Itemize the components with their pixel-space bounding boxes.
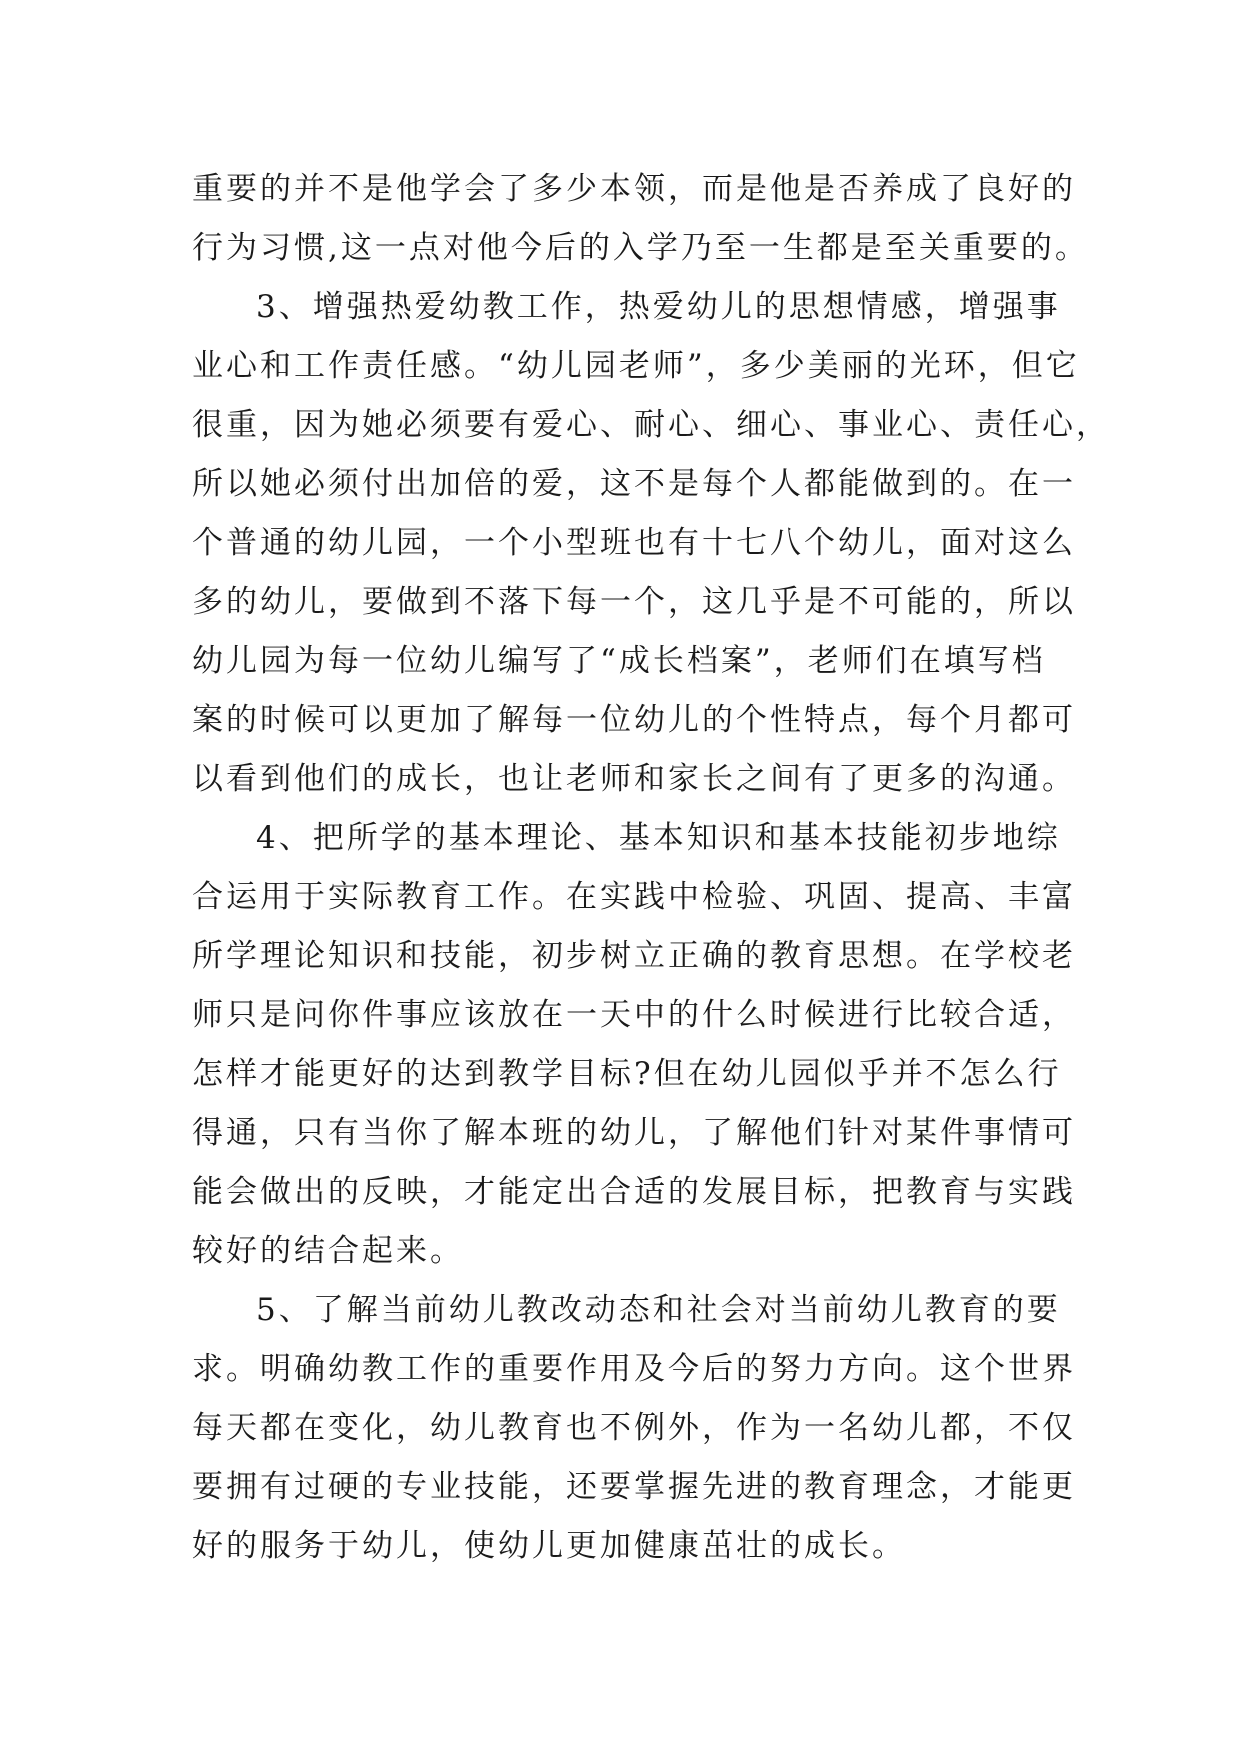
text-line: 幼儿园为每一位幼儿编写了“成长档案”，老师们在填写档 — [192, 643, 1046, 679]
text-line: 较好的结合起来。 — [192, 1233, 464, 1269]
text-line: 案的时候可以更加了解每一位幼儿的个性特点，每个月都可 — [192, 702, 1076, 738]
text-line: 个普通的幼儿园，一个小型班也有十七八个幼儿，面对这么 — [192, 525, 1076, 561]
body-text — [192, 160, 1110, 1576]
text-line: 求。明确幼教工作的重要作用及今后的努力方向。这个世界 — [192, 1351, 1076, 1387]
text-line: 能会做出的反映，才能定出合适的发展目标，把教育与实践 — [192, 1174, 1076, 1210]
text-line: 以看到他们的成长，也让老师和家长之间有了更多的沟通。 — [192, 761, 1076, 797]
text-line: 重要的并不是他学会了多少本领，而是他是否养成了良好的 — [192, 171, 1076, 207]
text-line: 每天都在变化，幼儿教育也不例外，作为一名幼儿都，不仅 — [192, 1410, 1076, 1446]
text-line: 业心和工作责任感。“幼儿园老师”，多少美丽的光环，但它 — [192, 348, 1080, 384]
text-line: 师只是问你件事应该放在一天中的什么时候进行比较合适， — [192, 997, 1076, 1033]
text-line: 好的服务于幼儿，使幼儿更加健康茁壮的成长。 — [192, 1528, 906, 1564]
text-line: 合运用于实际教育工作。在实践中检验、巩固、提高、丰富 — [192, 879, 1076, 915]
text-line: 要拥有过硬的专业技能，还要掌握先进的教育理念，才能更 — [192, 1469, 1076, 1505]
text-line: 所以她必须付出加倍的爱，这不是每个人都能做到的。在一 — [192, 466, 1076, 502]
text-line: 很重，因为她必须要有爱心、耐心、细心、事业心、责任心， — [192, 407, 1110, 443]
text-line: 多的幼儿，要做到不落下每一个，这几乎是不可能的，所以 — [192, 584, 1076, 620]
text-line: 所学理论知识和技能，初步树立正确的教育思想。在学校老 — [192, 938, 1076, 974]
paragraph-4-first-line: 4、把所学的基本理论、基本知识和基本技能初步地综 — [256, 820, 1061, 856]
text-line: 怎样才能更好的达到教学目标?但在幼儿园似乎并不怎么行 — [192, 1056, 1062, 1092]
paragraph-5-first-line: 5、了解当前幼儿教改动态和社会对当前幼儿教育的要 — [256, 1292, 1061, 1328]
text-line: 得通，只有当你了解本班的幼儿，了解他们针对某件事情可 — [192, 1115, 1076, 1151]
paragraph-3-first-line: 3、增强热爱幼教工作，热爱幼儿的思想情感，增强事 — [256, 289, 1061, 325]
text-line: 行为习惯,这一点对他今后的入学乃至一生都是至关重要的。 — [192, 230, 1089, 266]
